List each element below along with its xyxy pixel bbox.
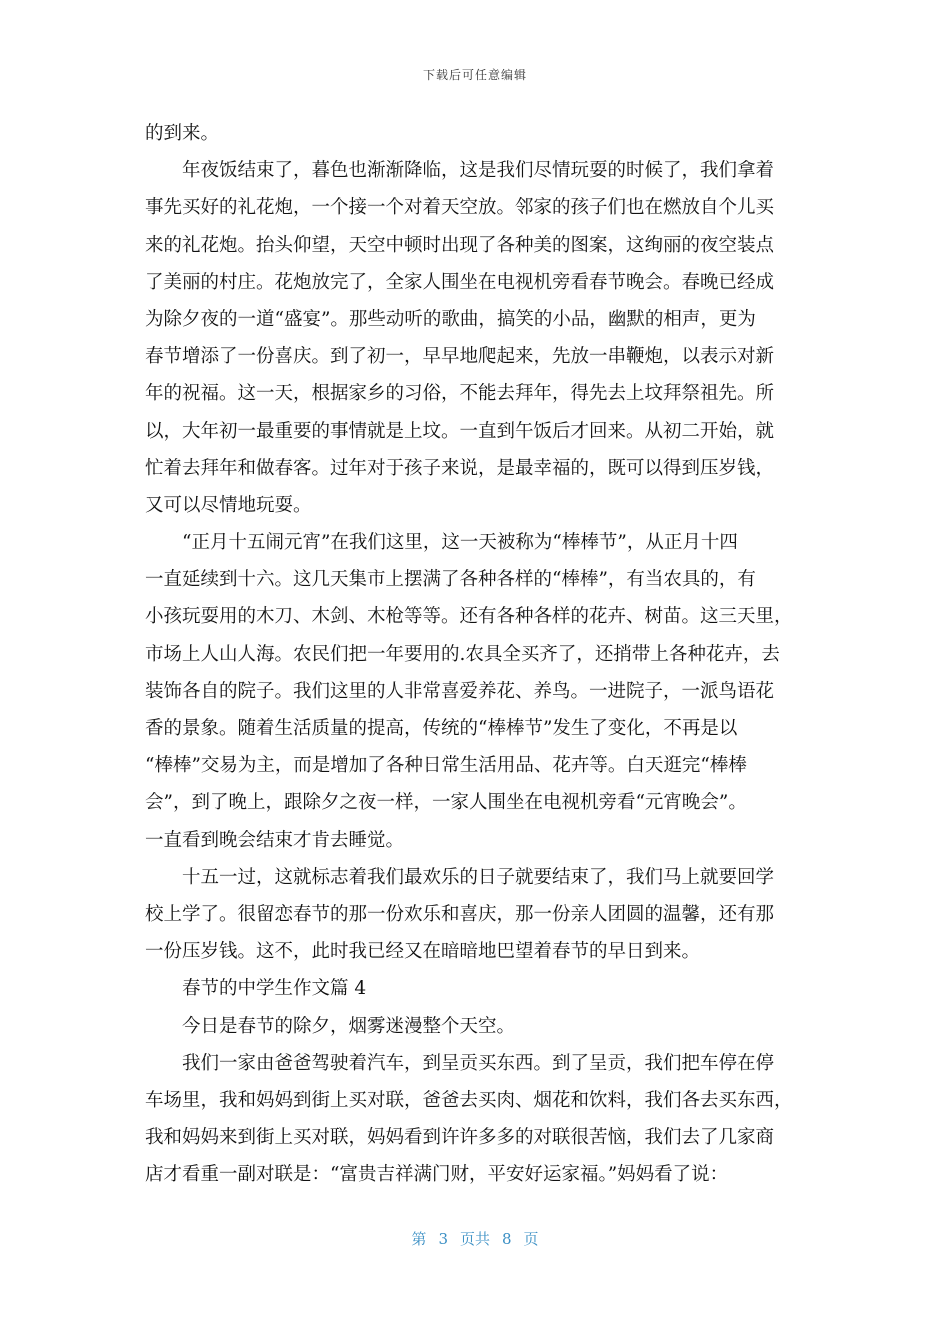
text-line: 一直看到晚会结束才肯去睡觉。	[145, 829, 405, 851]
text-line: 今日是春节的除夕，烟雾迷漫整个天空。	[182, 1015, 516, 1037]
document-body	[145, 115, 810, 1193]
footer-total-pages: 8	[502, 1230, 512, 1248]
text-line: 我们一家由爸爸驾驶着汽车，到呈贡买东西。到了呈贡，我们把车停在停	[182, 1052, 775, 1074]
text-line: 春节增添了一份喜庆。到了初一，早早地爬起来，先放一串鞭炮，以表示对新	[145, 346, 775, 368]
text-line: 春节的中学生作文篇 4	[182, 978, 367, 1000]
text-line: 忙着去拜年和做春客。过年对于孩子来说，是最幸福的，既可以得到压岁钱，	[145, 457, 775, 479]
text-line: 又可以尽情地玩耍。	[145, 494, 312, 516]
text-line: 年夜饭结束了，暮色也渐渐降临，这是我们尽情玩耍的时候了，我们拿着	[182, 160, 775, 182]
text-line: 一份压岁钱。这不，此时我已经又在暗暗地巴望着春节的早日到来。	[145, 941, 701, 963]
text-line: 装饰各自的院子。我们这里的人非常喜爱养花、养鸟。一进院子，一派鸟语花	[145, 680, 775, 702]
text-line: “棒棒”交易为主，而是增加了各种日常生活用品、花卉等。白天逛完“棒棒	[145, 755, 747, 777]
footer-suffix: 页	[523, 1230, 539, 1248]
text-line: 一直延续到十六。这几天集市上摆满了各种各样的“棒棒”，有当农具的，有	[145, 569, 756, 591]
page-footer	[0, 1228, 950, 1249]
text-line: 会”，到了晚上，跟除夕之夜一样，一家人围坐在电视机旁看“元宵晚会”。	[145, 792, 747, 814]
text-line: 事先买好的礼花炮，一个接一个对着天空放。邻家的孩子们也在燃放自个儿买	[145, 197, 775, 219]
footer-current-page: 3	[438, 1230, 448, 1248]
text-line: “正月十五闹元宵”在我们这里，这一天被称为“棒棒节”，从正月十四	[182, 532, 738, 554]
text-line: 小孩玩耍用的木刀、木剑、木枪等等。还有各种各样的花卉、树苗。这三天里，	[145, 606, 793, 628]
text-line: 店才看重一副对联是：“富贵吉祥满门财，平安好运家福。”妈妈看了说：	[145, 1164, 729, 1186]
text-line: 年的祝福。这一天，根据家乡的习俗，不能去拜年，得先去上坟拜祭祖先。所	[145, 383, 775, 405]
footer-middle: 页共	[459, 1230, 490, 1248]
text-line: 香的景象。随着生活质量的提高，传统的“棒棒节”发生了变化，不再是以	[145, 718, 738, 739]
text-line: 市场上人山人海。农民们把一年要用的.农具全买齐了，还捎带上各种花卉，去	[145, 643, 780, 665]
page-header: 下载后可任意编辑	[422, 68, 527, 82]
text-line: 的到来。	[145, 123, 220, 144]
text-line: 以，大年初一最重要的事情就是上坟。一直到午饭后才回来。从初二开始，就	[145, 420, 775, 442]
text-line: 十五一过，这就标志着我们最欢乐的日子就要结束了，我们马上就要回学	[182, 866, 775, 888]
text-line: 车场里，我和妈妈到街上买对联，爸爸去买肉、烟花和饮料，我们各去买东西，	[145, 1089, 793, 1111]
text-line: 来的礼花炮。抬头仰望，天空中顿时出现了各种美的图案，这绚丽的夜空装点	[145, 234, 775, 256]
text-line: 了美丽的村庄。花炮放完了，全家人围坐在电视机旁看春节晚会。春晚已经成	[145, 271, 775, 293]
footer-prefix: 第	[411, 1230, 427, 1248]
text-line: 为除夕夜的一道“盛宴”。那些动听的歌曲，搞笑的小品，幽默的相声，更为	[145, 308, 756, 330]
text-line: 校上学了。很留恋春节的那一份欢乐和喜庆，那一份亲人团圆的温馨，还有那	[145, 903, 775, 925]
text-line: 我和妈妈来到街上买对联，妈妈看到许许多多的对联很苦恼，我们去了几家商	[145, 1127, 775, 1149]
